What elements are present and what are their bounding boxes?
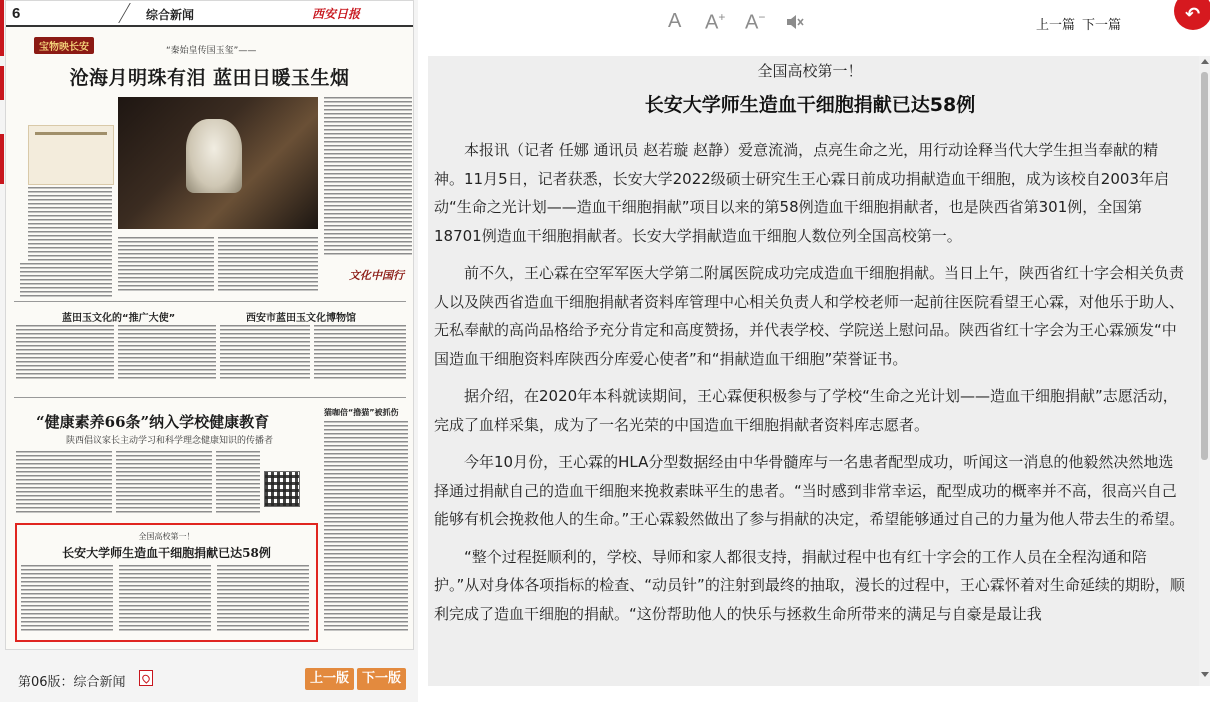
newspaper-header	[6, 1, 413, 27]
text-block	[21, 565, 113, 633]
text-block	[118, 237, 214, 291]
article-body	[434, 136, 1188, 637]
column-seal: 文化中国行	[349, 269, 404, 282]
speaker-mute-icon[interactable]	[786, 14, 804, 30]
font-increase-button[interactable]: A+	[705, 10, 726, 34]
back-icon[interactable]: ↶	[1174, 0, 1210, 30]
text-block	[116, 451, 212, 513]
article-paragraph: 今年10月份，王心霖的HLA分型数据经由中华骨髓库与一名患者配型成功，听闻这一消息的他毅然决然地选择通过捐献自己的造血干细胞来挽救素昧平生的患者。“当时感到非常幸运，配型成功的概率并不高，很高兴自己能够有机会挽救他人的生命。”王心霖毅然做出了参与捐献的决定，希望能够通过自己的力量为他人带去生的希望。	[434, 453, 1185, 528]
side-marker	[0, 66, 4, 100]
text-block	[28, 187, 112, 261]
reader-toolbar	[418, 0, 1210, 48]
highlight-kicker: 全国高校第一！	[138, 532, 195, 541]
article-paragraph: “整个过程挺顺利的，学校、导师和家人都很支持，捐献过程中也有红十字会的工作人员在全程沟通和陪护。”从对身体各项指标的检查、“动员针”的注射到最终的抽取，漫长的过程中，王心霖怀着对生命延续的期盼，顺利完成了造血干细胞的捐献。“这份帮助他人的快乐与拯救生命所带来的满足与自豪是最让我	[434, 547, 1185, 623]
side-marker	[0, 134, 4, 184]
side-marker	[0, 0, 4, 56]
font-normal-button[interactable]: A	[668, 10, 682, 32]
jade-seal-figure	[186, 119, 242, 193]
text-block	[314, 325, 406, 381]
text-block	[220, 325, 310, 381]
column-tag: 宝物映长安	[34, 37, 94, 54]
selected-article-highlight[interactable]	[15, 523, 318, 642]
subhead-right: 西安市蓝田玉文化博物馆	[246, 313, 356, 324]
header-divider	[118, 3, 131, 23]
article-paragraph: 本报讯（记者 任娜 通讯员 赵若璇 赵静）爱意流淌，点亮生命之光，用行动诠释当代大学生担当奉献的精神。11月5日，记者获悉，长安大学2022级硕士研究生王心霖日前成功捐献造血干细胞，成为该校自2003年启动“生命之光计划——造血干细胞捐献”项目以来的第58例造血干细胞捐献者，也是陕西省第301例，全国第18701例造血干细胞捐献者。长安大学捐献造血干细胞人数位列全国高校第一。	[434, 141, 1169, 245]
qr-code	[264, 471, 300, 507]
page-label: 第06版：综合新闻	[18, 675, 126, 690]
story-kicker: “秦始皇传国玉玺”——	[166, 46, 257, 56]
article-paragraph: 前不久，王心霖在空军军医大学第二附属医院成功完成造血干细胞捐献。当日上午，陕西省红十字会相关负责人以及陕西省造血干细胞捐献者资料库管理中心相关负责人和学校老师一起前往医院看望王心霖，对他乐于助人、无私奉献的高尚品格给予充分肯定和高度赞扬，并代表学校、学院送上慰问品。陕西省红十字会为王心霖颁发“中国造血干细胞资料库陕西分库爱心使者”和“捐献造血干细胞”荣誉证书。	[434, 264, 1185, 368]
scrollbar-thumb[interactable]	[1201, 72, 1208, 460]
text-block	[20, 263, 112, 297]
info-box	[28, 125, 114, 185]
newspaper-page-image[interactable]	[5, 0, 414, 650]
newspaper-section: 综合新闻	[146, 8, 195, 22]
prev-page-button[interactable]: 上一版	[305, 668, 354, 690]
article-panel	[428, 56, 1200, 686]
article-title: 长安大学师生造血干细胞捐献已达58例	[644, 94, 976, 116]
story-headline[interactable]: 沧海月明珠有泪 蓝田日暖玉生烟	[69, 67, 350, 89]
article-kicker: 全国高校第一！	[757, 62, 863, 80]
font-decrease-button[interactable]: A−	[745, 10, 766, 34]
text-block	[218, 237, 318, 291]
text-block	[324, 421, 408, 631]
next-article-link[interactable]: 下一篇	[1082, 18, 1122, 33]
text-block	[217, 565, 309, 633]
article-paragraph: 据介绍，在2020年本科就读期间，王心霖便积极参与了学校“生命之光计划——造血干细胞捐献”志愿活动，完成了血样采集，成为了一名光荣的中国造血干细胞捐献者资料库志愿者。	[434, 387, 1178, 434]
text-block	[16, 325, 114, 381]
pdf-icon[interactable]	[139, 670, 153, 686]
divider	[14, 301, 406, 302]
text-block	[16, 451, 112, 513]
highlight-title: 长安大学师生造血干细胞捐献已达58例	[62, 546, 271, 560]
jade-seal-photo[interactable]	[118, 97, 318, 229]
newspaper-masthead: 西安日报	[312, 7, 361, 21]
newspaper-page-number: 6	[12, 5, 21, 22]
text-block	[118, 325, 216, 381]
text-block	[216, 451, 260, 513]
text-block	[119, 565, 211, 633]
divider	[14, 397, 406, 398]
health-deck: 陕西倡议家长主动学习和科学理念健康知识的传播者	[66, 436, 274, 446]
prev-article-link[interactable]: 上一篇	[1036, 18, 1076, 33]
health-headline[interactable]: “健康素养66条”纳入学校健康教育	[36, 413, 270, 431]
scroll-down-arrow-icon[interactable]	[1201, 672, 1209, 677]
subhead-left: 蓝田玉文化的“推广大使”	[62, 313, 176, 324]
next-page-button[interactable]: 下一版	[357, 668, 406, 690]
text-block	[324, 97, 412, 257]
cat-story-title[interactable]: 猫咖倍“撸猫”被抓伤	[324, 408, 399, 417]
scroll-up-arrow-icon[interactable]	[1201, 59, 1209, 64]
